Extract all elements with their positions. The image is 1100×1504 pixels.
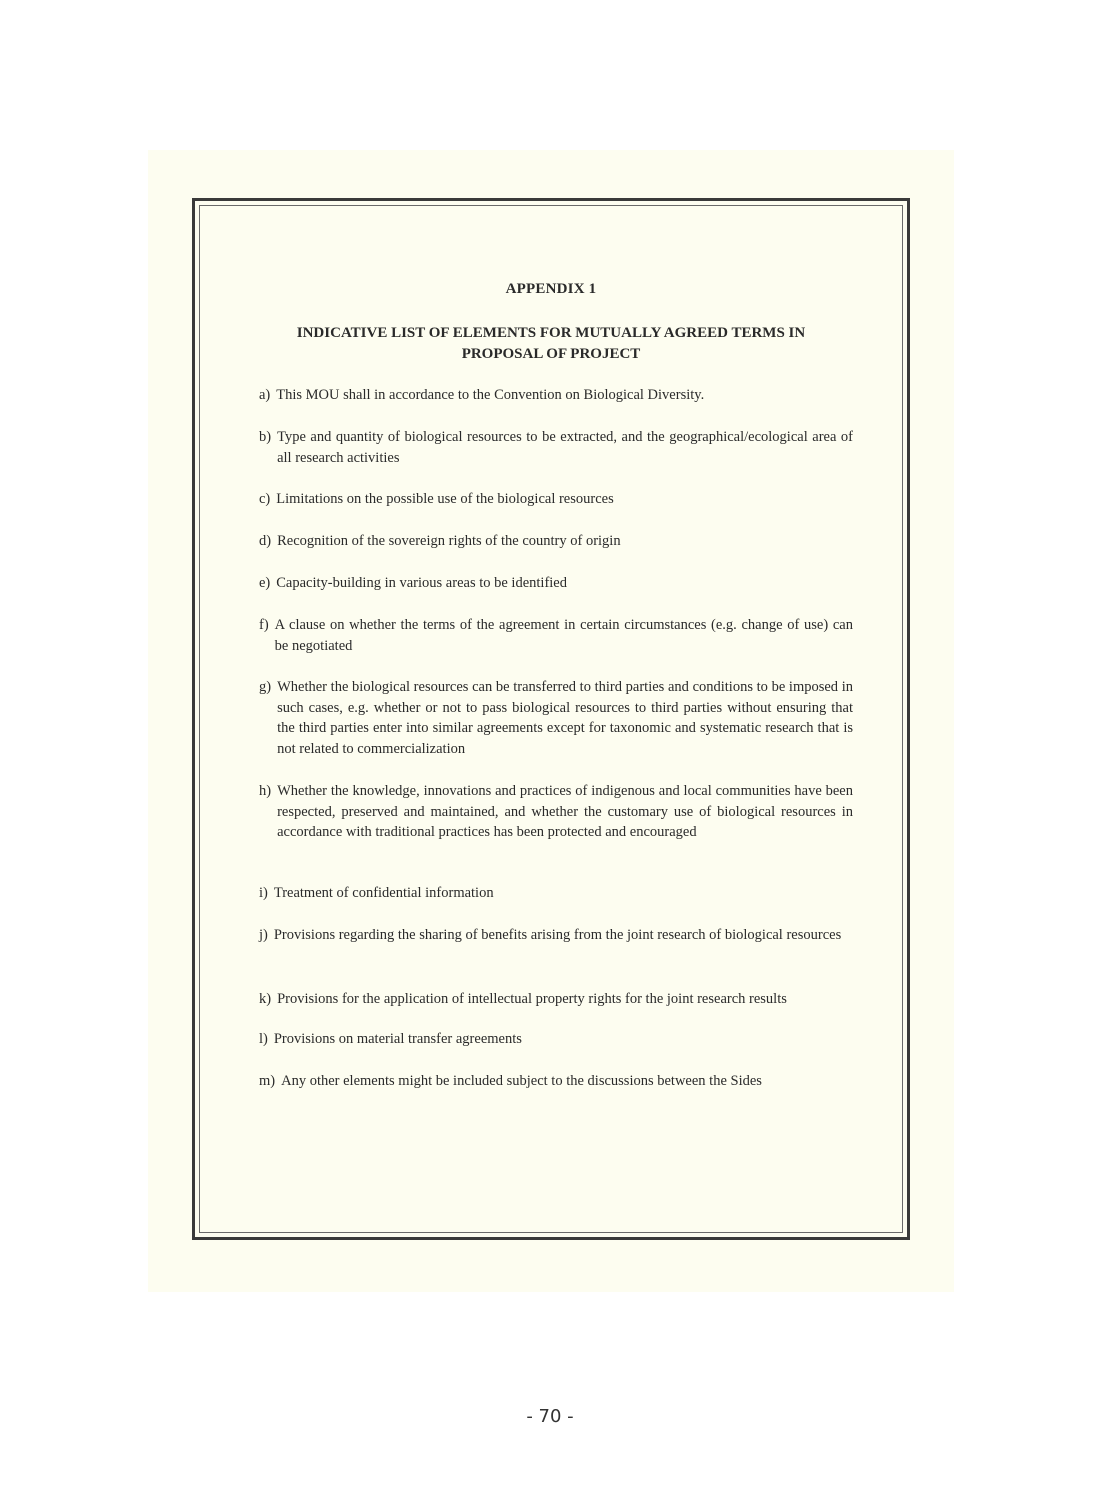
page-number: - 70 -: [526, 1406, 574, 1427]
item-letter: a): [259, 387, 271, 403]
list-item-c: [259, 489, 853, 510]
list-item-k: [259, 989, 853, 1010]
item-letter: i): [259, 885, 268, 901]
item-letter: j): [259, 927, 268, 943]
item-letter: h): [259, 783, 272, 799]
list-item-d: [259, 531, 853, 552]
list-item-e: [259, 573, 853, 594]
item-text: Recognition of the sovereign rights of the country of origin: [277, 533, 621, 549]
item-text: Capacity-building in various areas to be identified: [276, 575, 567, 591]
list-item-l: [259, 1029, 853, 1050]
appendix-frame: [192, 198, 910, 1240]
main-heading: INDICATIVE LIST OF ELEMENTS FOR MUTUALLY AGREED TERMS IN PROPOSAL OF PROJECT: [296, 325, 806, 362]
item-text: Provisions on material transfer agreements: [273, 1031, 522, 1047]
item-letter: g): [259, 679, 272, 695]
appendix-title: APPENDIX 1: [505, 281, 597, 297]
item-text: Provisions regarding the sharing of benefits arising from the joint research of biological resources: [273, 927, 842, 943]
item-letter: b): [259, 429, 272, 445]
list-item-j: [259, 925, 853, 946]
list-item-a: [259, 385, 853, 406]
item-text: Treatment of confidential information: [273, 885, 494, 901]
item-text: Limitations on the possible use of the biological resources: [276, 491, 614, 507]
item-letter: k): [259, 991, 272, 1007]
item-letter: e): [259, 575, 271, 591]
list-item-m: [259, 1071, 853, 1092]
list-item-g: [259, 677, 853, 759]
item-text: Whether the knowledge, innovations and practices of indigenous and local communities have been respected, preserved and maintained, and whether the customary use of biological resources in accordance with traditional practices has been protected and encouraged: [277, 783, 853, 840]
item-letter: f): [259, 617, 269, 633]
item-letter: l): [259, 1031, 268, 1047]
item-text: Any other elements might be included subject to the discussions between the Sides: [281, 1073, 762, 1089]
item-text: Type and quantity of biological resources to be extracted, and the geographical/ecological area of all research activities: [277, 429, 853, 466]
list-item-f: [259, 615, 853, 656]
item-letter: m): [259, 1073, 276, 1089]
list-item-h: [259, 781, 853, 843]
item-letter: c): [259, 491, 271, 507]
item-letter: d): [259, 533, 272, 549]
list-item-i: [259, 883, 853, 904]
item-text: Whether the biological resources can be transferred to third parties and conditions to be imposed in such cases, e.g. whether or not to pass biological resources to third parties without ensuring that the third parties enter into similar agreements except for taxonomic and systematic research that is not related to commercialization: [277, 679, 853, 757]
item-text: Provisions for the application of intellectual property rights for the joint research results: [277, 991, 787, 1007]
item-text: A clause on whether the terms of the agreement in certain circumstances (e.g. change of use) can be negotiated: [274, 617, 853, 654]
item-text: This MOU shall in accordance to the Convention on Biological Diversity.: [276, 387, 705, 403]
list-item-b: [259, 427, 853, 468]
